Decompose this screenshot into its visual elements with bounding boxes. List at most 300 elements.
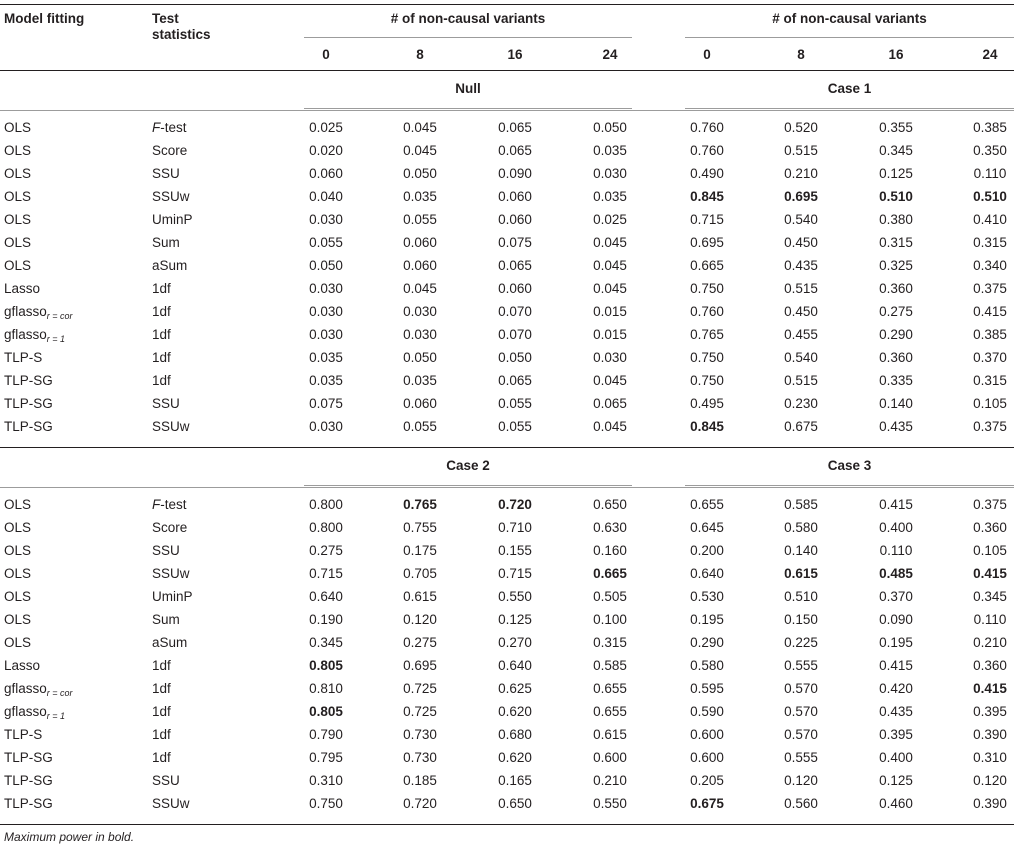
value-cell: 0.485 [879, 566, 913, 581]
value-cell: 0.345 [309, 635, 343, 650]
value-cell: 0.790 [309, 727, 343, 742]
value-cell: 0.045 [593, 258, 627, 273]
row-model: gflasso$_{r = cor}$ [4, 681, 73, 698]
value-cell: 0.290 [879, 327, 913, 342]
row-test-statistic: 1df [152, 727, 171, 742]
value-cell: 0.315 [879, 235, 913, 250]
section-title-right: Case 1 [827, 81, 872, 96]
value-cell: 0.315 [973, 373, 1007, 388]
row-test-statistic: SSUw [152, 189, 190, 204]
value-cell: 0.415 [879, 497, 913, 512]
table-footnote: Maximum power in bold. [4, 830, 135, 844]
value-cell: 0.510 [784, 589, 818, 604]
value-cell: 0.515 [784, 281, 818, 296]
value-cell: 0.030 [403, 304, 437, 319]
value-cell: 0.520 [784, 120, 818, 135]
value-cell: 0.450 [784, 304, 818, 319]
row-test-statistic: 1df [152, 681, 171, 696]
row-model: gflasso$_{r = 1}$ [4, 327, 66, 344]
value-cell: 0.375 [973, 281, 1007, 296]
row-model: gflasso$_{r = cor}$ [4, 304, 73, 321]
value-cell: 0.165 [498, 773, 532, 788]
value-cell: 0.385 [973, 327, 1007, 342]
value-cell: 0.045 [593, 373, 627, 388]
value-cell: 0.395 [879, 727, 913, 742]
value-cell: 0.035 [403, 373, 437, 388]
header-test-statistics-1: Test [152, 11, 179, 26]
value-cell: 0.030 [593, 166, 627, 181]
value-cell: 0.585 [784, 497, 818, 512]
value-cell: 0.550 [498, 589, 532, 604]
value-cell: 0.705 [403, 566, 437, 581]
row-model: gflasso$_{r = 1}$ [4, 704, 66, 721]
value-cell: 0.125 [879, 773, 913, 788]
value-cell: 0.290 [690, 635, 724, 650]
row-model: OLS [4, 612, 32, 627]
row-test-statistic: 1df [152, 304, 171, 319]
value-cell: 0.715 [309, 566, 343, 581]
value-cell: 0.620 [498, 750, 532, 765]
value-cell: 0.055 [309, 235, 343, 250]
value-cell: 0.655 [690, 497, 724, 512]
value-cell: 0.345 [879, 143, 913, 158]
value-cell: 0.050 [593, 120, 627, 135]
row-model: OLS [4, 212, 32, 227]
row-test-statistic: Sum [152, 612, 180, 627]
value-cell: 0.200 [690, 543, 724, 558]
section-title-right-rule [685, 108, 1014, 109]
section-title-left-rule [304, 108, 632, 109]
value-cell: 0.555 [784, 658, 818, 673]
value-cell: 0.650 [498, 796, 532, 811]
row-test-statistic: Score [152, 143, 188, 158]
value-cell: 0.035 [309, 373, 343, 388]
value-cell: 0.060 [403, 258, 437, 273]
value-cell: 0.065 [498, 373, 532, 388]
header-count-right: 16 [888, 47, 904, 62]
value-cell: 0.110 [973, 612, 1007, 627]
value-cell: 0.415 [973, 681, 1007, 696]
value-cell: 0.110 [879, 543, 913, 558]
row-model: OLS [4, 166, 32, 181]
row-model: OLS [4, 143, 32, 158]
value-cell: 0.075 [309, 396, 343, 411]
value-cell: 0.570 [784, 704, 818, 719]
row-model: OLS [4, 589, 32, 604]
value-cell: 0.055 [403, 419, 437, 434]
value-cell: 0.275 [309, 543, 343, 558]
value-cell: 0.045 [593, 281, 627, 296]
row-test-statistic: 1df [152, 350, 171, 365]
value-cell: 0.505 [593, 589, 627, 604]
value-cell: 0.040 [309, 189, 343, 204]
value-cell: 0.590 [690, 704, 724, 719]
value-cell: 0.455 [784, 327, 818, 342]
value-cell: 0.060 [403, 235, 437, 250]
value-cell: 0.125 [498, 612, 532, 627]
value-cell: 0.715 [690, 212, 724, 227]
value-cell: 0.640 [498, 658, 532, 673]
value-cell: 0.075 [498, 235, 532, 250]
row-model: OLS [4, 635, 32, 650]
row-test-statistic: UminP [152, 589, 193, 604]
value-cell: 0.600 [593, 750, 627, 765]
row-test-statistic: 1df [152, 373, 171, 388]
value-cell: 0.730 [403, 727, 437, 742]
value-cell: 0.645 [690, 520, 724, 535]
value-cell: 0.045 [403, 143, 437, 158]
value-cell: 0.055 [498, 419, 532, 434]
value-cell: 0.720 [498, 497, 532, 512]
row-test-statistic: SSUw [152, 419, 190, 434]
value-cell: 0.750 [309, 796, 343, 811]
row-test-statistic: 1df [152, 281, 171, 296]
value-cell: 0.390 [973, 796, 1007, 811]
value-cell: 0.030 [309, 281, 343, 296]
value-cell: 0.150 [784, 612, 818, 627]
value-cell: 0.160 [593, 543, 627, 558]
value-cell: 0.275 [879, 304, 913, 319]
value-cell: 0.630 [593, 520, 627, 535]
value-cell: 0.460 [879, 796, 913, 811]
value-cell: 0.810 [309, 681, 343, 696]
value-cell: 0.055 [403, 212, 437, 227]
section-title-right: Case 3 [827, 458, 872, 473]
value-cell: 0.540 [784, 350, 818, 365]
value-cell: 0.355 [879, 120, 913, 135]
value-cell: 0.120 [403, 612, 437, 627]
value-cell: 0.185 [403, 773, 437, 788]
header-bottom-rule [0, 70, 1014, 71]
value-cell: 0.345 [973, 589, 1007, 604]
header-count-left: 0 [322, 47, 330, 62]
value-cell: 0.070 [498, 304, 532, 319]
value-cell: 0.625 [498, 681, 532, 696]
value-cell: 0.360 [879, 281, 913, 296]
value-cell: 0.400 [879, 750, 913, 765]
row-test-statistic: F-test [152, 497, 187, 512]
row-model: OLS [4, 120, 32, 135]
value-cell: 0.695 [403, 658, 437, 673]
row-test-statistic: aSum [152, 635, 188, 650]
value-cell: 0.370 [973, 350, 1007, 365]
value-cell: 0.435 [784, 258, 818, 273]
row-model: OLS [4, 497, 32, 512]
header-count-left: 16 [507, 47, 523, 62]
row-model: TLP-SG [4, 396, 53, 411]
value-cell: 0.050 [309, 258, 343, 273]
value-cell: 0.125 [879, 166, 913, 181]
value-cell: 0.570 [784, 727, 818, 742]
row-model: OLS [4, 520, 32, 535]
value-cell: 0.615 [784, 566, 818, 581]
value-cell: 0.675 [784, 419, 818, 434]
section-separator-rule [0, 447, 1014, 448]
value-cell: 0.570 [784, 681, 818, 696]
row-model: Lasso [4, 658, 41, 673]
header-count-right: 24 [982, 47, 998, 62]
value-cell: 0.415 [973, 304, 1007, 319]
value-cell: 0.175 [403, 543, 437, 558]
value-cell: 0.060 [498, 189, 532, 204]
value-cell: 0.615 [403, 589, 437, 604]
header-test-statistics-2: statistics [152, 27, 211, 42]
value-cell: 0.030 [593, 350, 627, 365]
value-cell: 0.805 [309, 658, 343, 673]
value-cell: 0.030 [309, 304, 343, 319]
value-cell: 0.205 [690, 773, 724, 788]
header-group-right: # of non-causal variants [772, 11, 927, 26]
value-cell: 0.515 [784, 373, 818, 388]
value-cell: 0.065 [498, 120, 532, 135]
value-cell: 0.680 [498, 727, 532, 742]
value-cell: 0.315 [973, 235, 1007, 250]
value-cell: 0.105 [973, 543, 1007, 558]
value-cell: 0.620 [498, 704, 532, 719]
value-cell: 0.655 [593, 704, 627, 719]
value-cell: 0.710 [498, 520, 532, 535]
top-rule [0, 4, 1014, 5]
row-test-statistic: SSUw [152, 566, 190, 581]
value-cell: 0.035 [593, 189, 627, 204]
row-model: TLP-SG [4, 373, 53, 388]
value-cell: 0.195 [690, 612, 724, 627]
value-cell: 0.380 [879, 212, 913, 227]
row-model: TLP-SG [4, 773, 53, 788]
value-cell: 0.045 [403, 281, 437, 296]
value-cell: 0.765 [690, 327, 724, 342]
value-cell: 0.760 [690, 143, 724, 158]
value-cell: 0.765 [403, 497, 437, 512]
value-cell: 0.845 [690, 189, 724, 204]
value-cell: 0.060 [498, 281, 532, 296]
value-cell: 0.655 [593, 681, 627, 696]
value-cell: 0.395 [973, 704, 1007, 719]
row-test-statistic: 1df [152, 658, 171, 673]
value-cell: 0.105 [973, 396, 1007, 411]
value-cell: 0.155 [498, 543, 532, 558]
value-cell: 0.800 [309, 497, 343, 512]
value-cell: 0.030 [309, 419, 343, 434]
value-cell: 0.270 [498, 635, 532, 650]
row-model: Lasso [4, 281, 41, 296]
value-cell: 0.720 [403, 796, 437, 811]
value-cell: 0.540 [784, 212, 818, 227]
value-cell: 0.035 [593, 143, 627, 158]
row-model: TLP-SG [4, 419, 53, 434]
value-cell: 0.400 [879, 520, 913, 535]
value-cell: 0.030 [403, 327, 437, 342]
value-cell: 0.695 [690, 235, 724, 250]
value-cell: 0.210 [784, 166, 818, 181]
group-right-rule [685, 37, 1014, 38]
value-cell: 0.015 [593, 327, 627, 342]
value-cell: 0.410 [973, 212, 1007, 227]
value-cell: 0.070 [498, 327, 532, 342]
value-cell: 0.750 [690, 373, 724, 388]
value-cell: 0.190 [309, 612, 343, 627]
header-model-fitting: Model fitting [4, 11, 85, 26]
value-cell: 0.725 [403, 681, 437, 696]
value-cell: 0.340 [973, 258, 1007, 273]
value-cell: 0.760 [690, 304, 724, 319]
value-cell: 0.100 [593, 612, 627, 627]
value-cell: 0.140 [879, 396, 913, 411]
header-group-left: # of non-causal variants [390, 11, 546, 26]
value-cell: 0.015 [593, 304, 627, 319]
value-cell: 0.640 [309, 589, 343, 604]
value-cell: 0.750 [690, 350, 724, 365]
row-model: TLP-S [4, 727, 43, 742]
value-cell: 0.110 [973, 166, 1007, 181]
section-title-right-rule [685, 485, 1014, 486]
value-cell: 0.600 [690, 727, 724, 742]
row-model: OLS [4, 566, 32, 581]
value-cell: 0.510 [879, 189, 913, 204]
value-cell: 0.665 [690, 258, 724, 273]
value-cell: 0.360 [973, 658, 1007, 673]
value-cell: 0.695 [784, 189, 818, 204]
value-cell: 0.210 [973, 635, 1007, 650]
value-cell: 0.335 [879, 373, 913, 388]
value-cell: 0.450 [784, 235, 818, 250]
value-cell: 0.435 [879, 419, 913, 434]
value-cell: 0.795 [309, 750, 343, 765]
header-count-left: 8 [416, 47, 424, 62]
row-test-statistic: 1df [152, 327, 171, 342]
value-cell: 0.050 [498, 350, 532, 365]
value-cell: 0.510 [973, 189, 1007, 204]
value-cell: 0.275 [403, 635, 437, 650]
row-test-statistic: 1df [152, 750, 171, 765]
value-cell: 0.065 [498, 143, 532, 158]
value-cell: 0.315 [593, 635, 627, 650]
value-cell: 0.035 [403, 189, 437, 204]
row-test-statistic: 1df [152, 704, 171, 719]
value-cell: 0.020 [309, 143, 343, 158]
value-cell: 0.385 [973, 120, 1007, 135]
value-cell: 0.375 [973, 419, 1007, 434]
value-cell: 0.060 [498, 212, 532, 227]
value-cell: 0.600 [690, 750, 724, 765]
value-cell: 0.760 [690, 120, 724, 135]
row-model: TLP-SG [4, 796, 53, 811]
value-cell: 0.360 [879, 350, 913, 365]
row-test-statistic: F-test [152, 120, 187, 135]
section-divider-rule [0, 110, 1014, 111]
value-cell: 0.225 [784, 635, 818, 650]
value-cell: 0.675 [690, 796, 724, 811]
value-cell: 0.415 [879, 658, 913, 673]
row-model: OLS [4, 235, 32, 250]
value-cell: 0.730 [403, 750, 437, 765]
row-model: TLP-SG [4, 750, 53, 765]
value-cell: 0.800 [309, 520, 343, 535]
value-cell: 0.560 [784, 796, 818, 811]
value-cell: 0.030 [309, 327, 343, 342]
header-count-right: 0 [703, 47, 711, 62]
row-test-statistic: SSUw [152, 796, 190, 811]
value-cell: 0.065 [593, 396, 627, 411]
value-cell: 0.325 [879, 258, 913, 273]
value-cell: 0.045 [593, 419, 627, 434]
row-test-statistic: SSU [152, 543, 180, 558]
value-cell: 0.640 [690, 566, 724, 581]
value-cell: 0.140 [784, 543, 818, 558]
row-test-statistic: SSU [152, 773, 180, 788]
value-cell: 0.045 [403, 120, 437, 135]
row-test-statistic: UminP [152, 212, 193, 227]
value-cell: 0.390 [973, 727, 1007, 742]
row-test-statistic: SSU [152, 166, 180, 181]
value-cell: 0.490 [690, 166, 724, 181]
value-cell: 0.420 [879, 681, 913, 696]
value-cell: 0.725 [403, 704, 437, 719]
row-test-statistic: Sum [152, 235, 180, 250]
value-cell: 0.055 [498, 396, 532, 411]
value-cell: 0.665 [593, 566, 627, 581]
value-cell: 0.230 [784, 396, 818, 411]
value-cell: 0.580 [784, 520, 818, 535]
value-cell: 0.715 [498, 566, 532, 581]
value-cell: 0.585 [593, 658, 627, 673]
value-cell: 0.025 [309, 120, 343, 135]
value-cell: 0.210 [593, 773, 627, 788]
value-cell: 0.495 [690, 396, 724, 411]
value-cell: 0.650 [593, 497, 627, 512]
section-divider-rule [0, 487, 1014, 488]
value-cell: 0.195 [879, 635, 913, 650]
value-cell: 0.530 [690, 589, 724, 604]
value-cell: 0.045 [593, 235, 627, 250]
value-cell: 0.595 [690, 681, 724, 696]
value-cell: 0.805 [309, 704, 343, 719]
value-cell: 0.060 [309, 166, 343, 181]
value-cell: 0.025 [593, 212, 627, 227]
row-model: TLP-S [4, 350, 43, 365]
value-cell: 0.050 [403, 166, 437, 181]
row-test-statistic: aSum [152, 258, 188, 273]
value-cell: 0.415 [973, 566, 1007, 581]
header-count-right: 8 [797, 47, 805, 62]
value-cell: 0.310 [973, 750, 1007, 765]
value-cell: 0.615 [593, 727, 627, 742]
value-cell: 0.090 [498, 166, 532, 181]
value-cell: 0.050 [403, 350, 437, 365]
header-count-left: 24 [602, 47, 618, 62]
row-model: OLS [4, 543, 32, 558]
section-title-left: Null [455, 81, 481, 96]
value-cell: 0.580 [690, 658, 724, 673]
value-cell: 0.375 [973, 497, 1007, 512]
value-cell: 0.090 [879, 612, 913, 627]
value-cell: 0.555 [784, 750, 818, 765]
value-cell: 0.060 [403, 396, 437, 411]
value-cell: 0.030 [309, 212, 343, 227]
value-cell: 0.435 [879, 704, 913, 719]
value-cell: 0.845 [690, 419, 724, 434]
group-left-rule [304, 37, 632, 38]
row-model: OLS [4, 189, 32, 204]
row-test-statistic: SSU [152, 396, 180, 411]
value-cell: 0.360 [973, 520, 1007, 535]
row-model: OLS [4, 258, 32, 273]
value-cell: 0.065 [498, 258, 532, 273]
value-cell: 0.310 [309, 773, 343, 788]
value-cell: 0.550 [593, 796, 627, 811]
value-cell: 0.755 [403, 520, 437, 535]
section-title-left-rule [304, 485, 632, 486]
